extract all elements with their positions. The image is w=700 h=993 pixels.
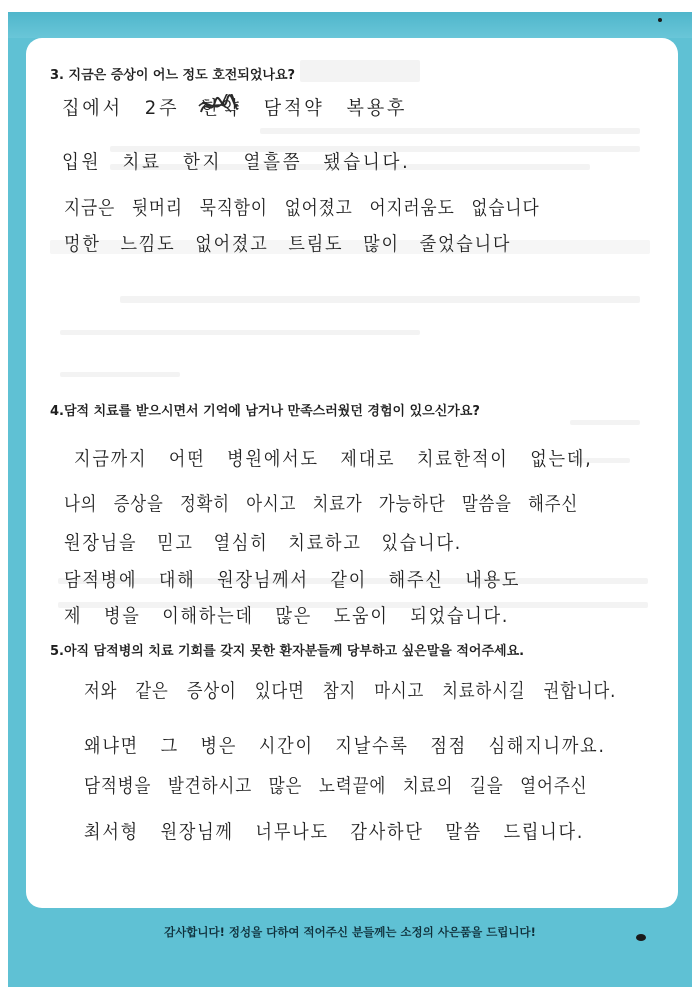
answer-4-line-3: 원장님을 믿고 열심히 치료하고 있습니다. <box>64 532 462 554</box>
answer-5-line-3: 담적병을 발견하시고 많은 노력끝에 치료의 길을 열어주신 <box>84 775 588 797</box>
answer-5-line-2: 왜냐면 그 병은 시간이 지날수록 점점 심해지니까요. <box>84 735 606 757</box>
answer-5-line-1: 저와 같은 증상이 있다면 참지 마시고 치료하시길 권합니다. <box>84 680 617 702</box>
thank-you-footer: 감사합니다! 정성을 다하여 적어주신 분들께는 소정의 사은품을 드립니다! <box>164 925 536 939</box>
answer-3-line-4: 멍한 느낌도 없어졌고 트림도 많이 줄었습니다 <box>64 233 512 255</box>
question-3-label: 3. 지금은 증상이 어느 정도 호전되었나요? <box>50 68 296 83</box>
ink-speck-top <box>658 18 662 22</box>
answer-5-line-4: 최서형 원장님께 너무나도 감사하단 말씀 드립니다. <box>84 821 585 843</box>
answer-3-line-3: 지금은 뒷머리 묵직함이 없어졌고 어지러움도 없습니다 <box>64 197 540 219</box>
answer-4-line-2: 나의 증상을 정확히 아시고 치료가 가능하단 말씀을 해주신 <box>64 493 579 515</box>
crossed-out-scribble-icon <box>197 94 239 120</box>
question-4-label: 4.담적 치료를 받으시면서 기억에 남거나 만족스러웠던 경험이 있으신가요? <box>50 404 480 419</box>
answer-4-line-5: 제 병을 이해하는데 많은 도움이 되었습니다. <box>64 605 510 627</box>
answer-4-line-4: 담적병에 대해 원장님께서 같이 해주신 내용도 <box>64 569 521 591</box>
answer-4-line-1: 지금까지 어떤 병원에서도 제대로 치료한적이 없는데, <box>74 448 593 470</box>
question-5-label: 5.아직 담적병의 치료 기회를 갖지 못한 환자분들께 당부하고 싶은말을 적어주세요. <box>50 644 525 659</box>
answer-3-line-1: 집에서 2주 한약 담적약 복용후 <box>62 97 408 119</box>
ink-speck-bottom <box>636 934 646 941</box>
frame-top-band <box>8 12 692 38</box>
answer-3-line-2: 입원 치료 한지 열흘쯤 됐습니다. <box>62 151 411 173</box>
